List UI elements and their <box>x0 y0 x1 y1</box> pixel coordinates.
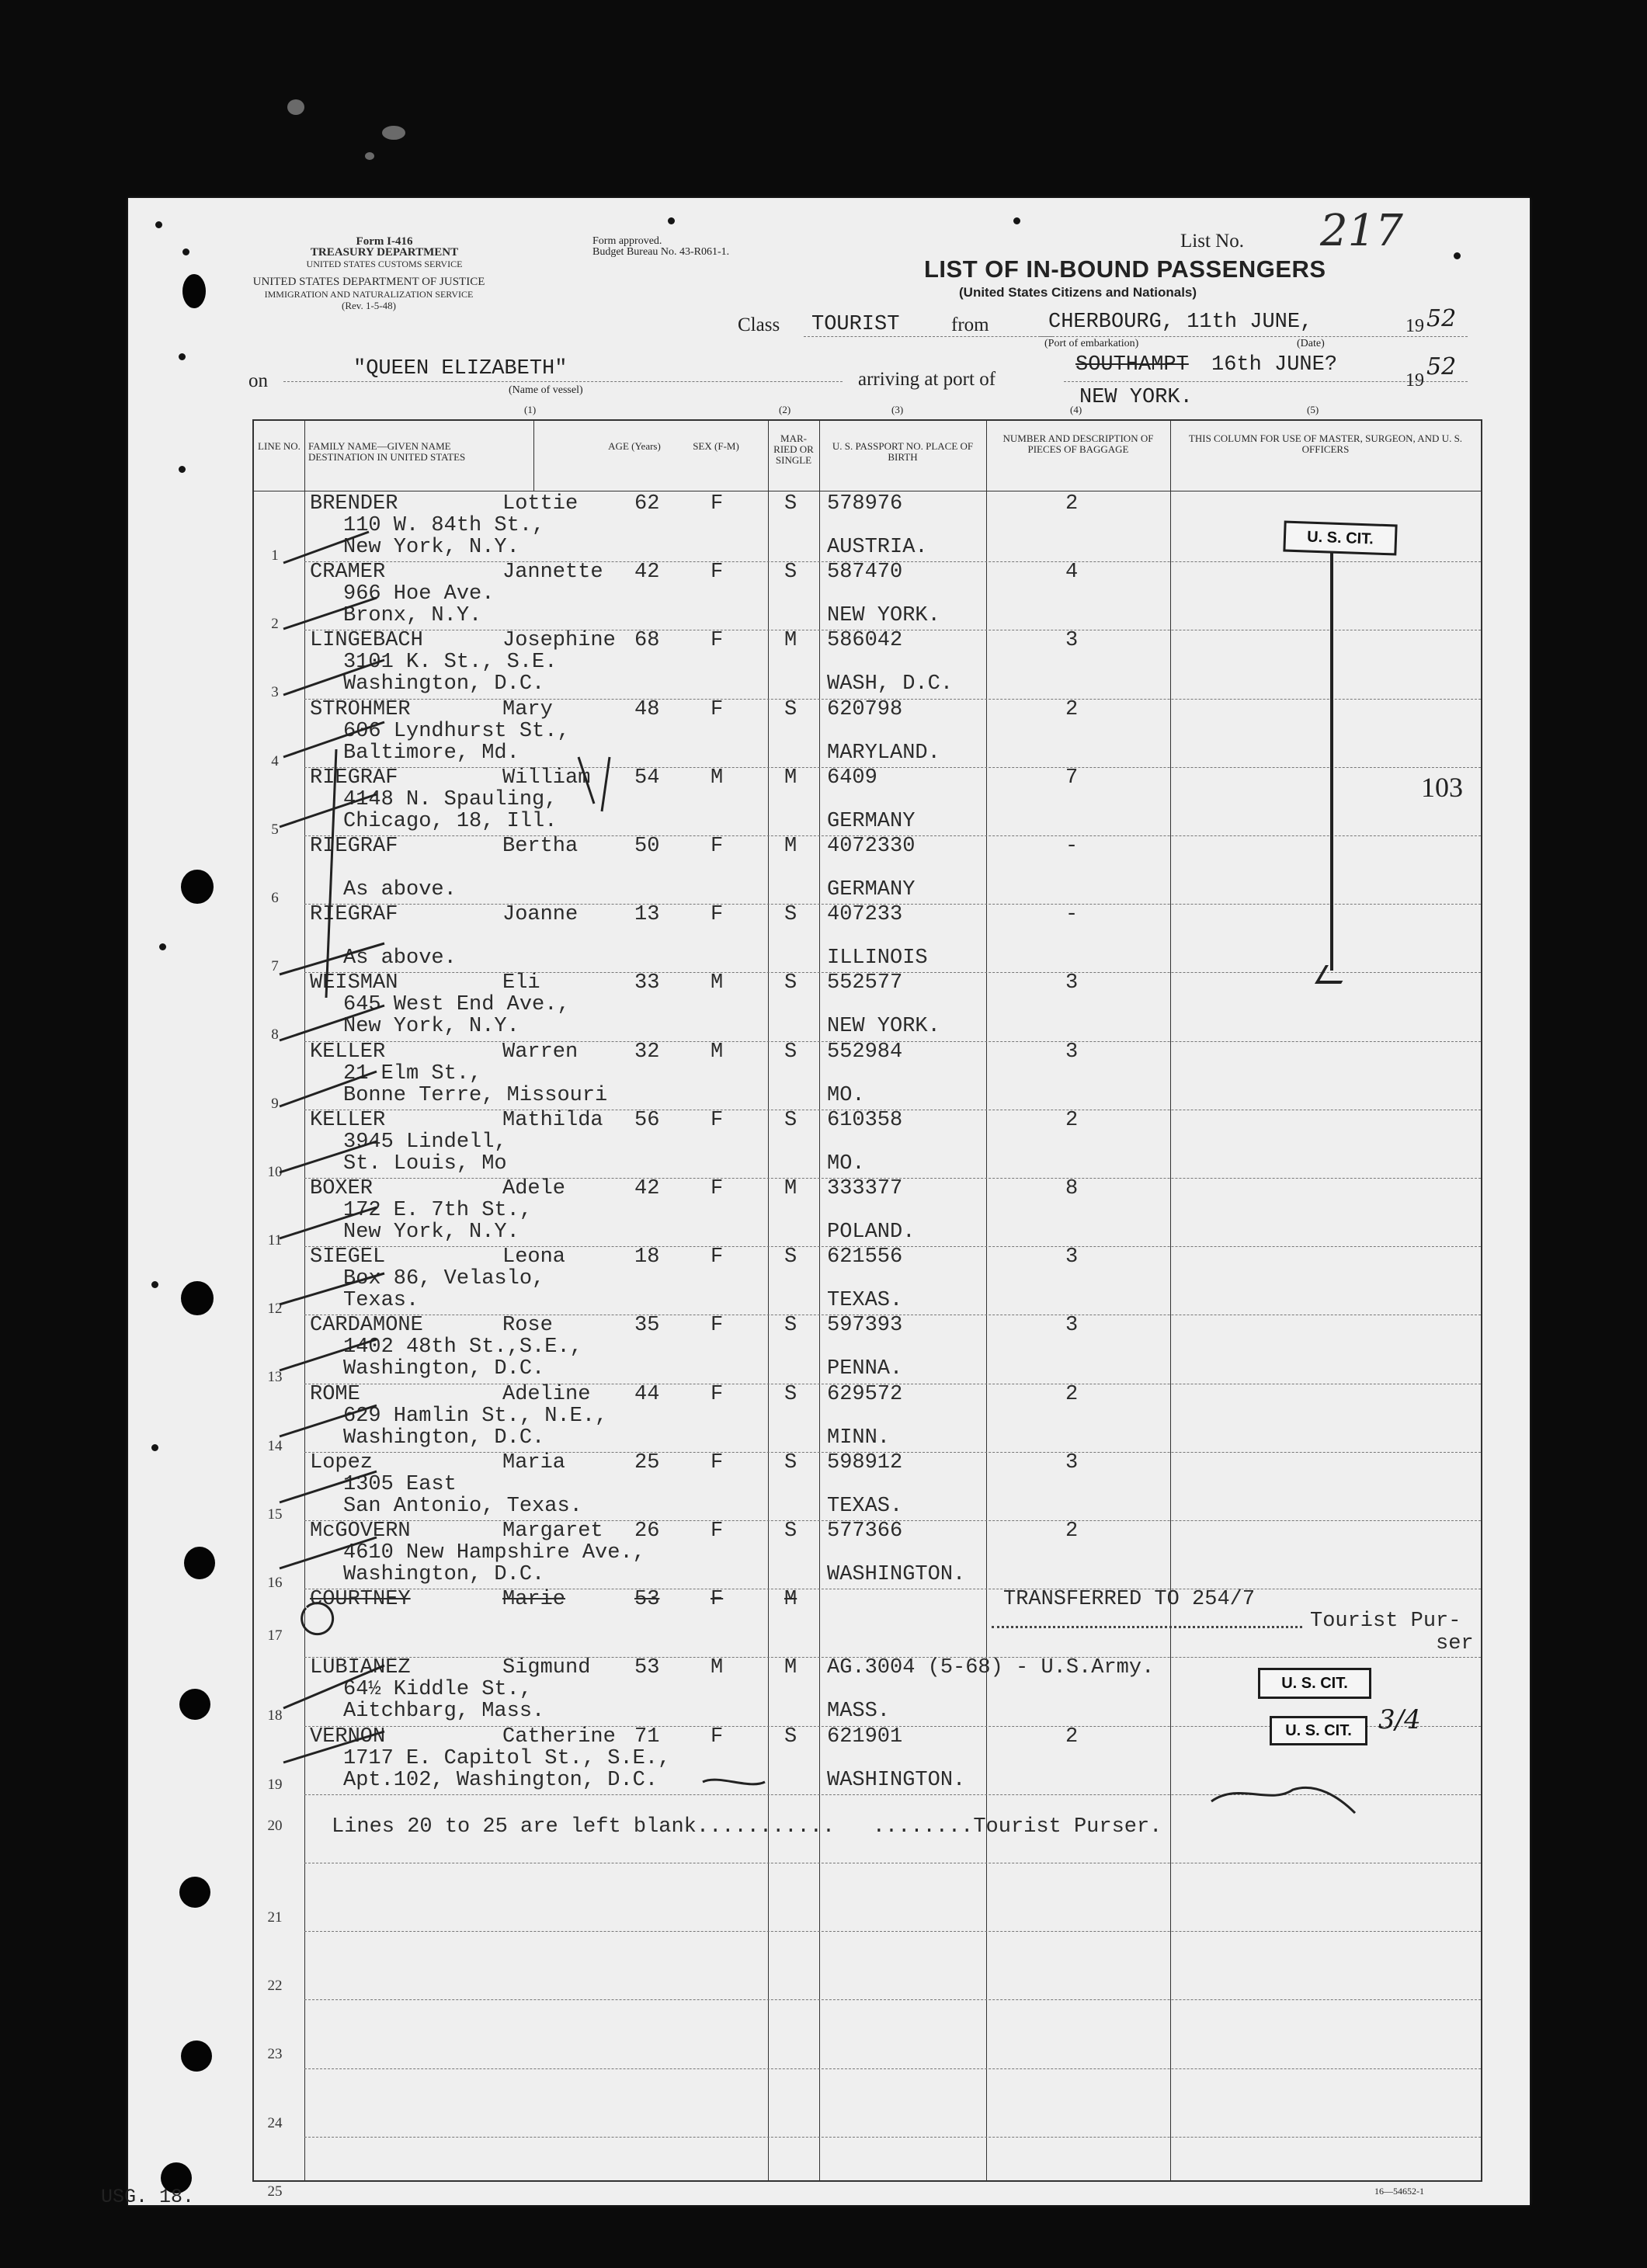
family-name: Lopez <box>310 1450 374 1474</box>
list-no-value: 217 <box>1320 206 1403 256</box>
place-of-birth: WASHINGTON. <box>827 1768 966 1792</box>
budget-bureau: Budget Bureau No. 43-R061-1. <box>592 246 730 258</box>
us-citizen-stamp-row19: U. S. CIT. <box>1270 1716 1367 1745</box>
place-of-birth: MO. <box>827 1083 865 1107</box>
given-name: Marie <box>502 1588 566 1612</box>
line-number: 24 <box>267 2114 283 2131</box>
marital-status: S <box>784 1382 797 1406</box>
address-line-1: 1305 East <box>343 1472 457 1496</box>
line-number: 19 <box>267 1776 283 1793</box>
sex: M <box>711 766 724 790</box>
year-prefix: 19 <box>1406 316 1424 336</box>
family-name: RIEGRAF <box>310 835 398 858</box>
handwritten-checkmarks <box>128 198 1530 2205</box>
place-of-birth: AUSTRIA. <box>827 536 928 559</box>
sex: F <box>711 561 724 585</box>
blank-lines-note: Lines 20 to 25 are left blank........... ........Tourist Purser. <box>332 1815 1162 1839</box>
place-of-birth: ILLINOIS <box>827 946 928 971</box>
age: 18 <box>634 1245 660 1269</box>
tourist-purser-sig: Tourist Pur- ser <box>1310 1610 1474 1656</box>
address-line-1: 64½ Kiddle St., <box>343 1678 533 1702</box>
transfer-note: TRANSFERRED TO 254/7 <box>1003 1588 1256 1612</box>
address-line-2: New York, N.Y. <box>343 1221 519 1244</box>
class-label: Class <box>738 314 780 335</box>
address-line-2: St. Louis, Mo <box>343 1151 507 1176</box>
address-line-1: 110 W. 84th St., <box>343 514 545 537</box>
passport-number: 621901 <box>827 1724 903 1749</box>
passport-number: 597393 <box>827 1314 903 1338</box>
marital-status: S <box>784 1040 797 1064</box>
address-line-2: Chicago, 18, Ill. <box>343 809 558 833</box>
baggage-count: 4 <box>1065 561 1079 585</box>
marital-status: S <box>784 903 797 927</box>
address-line-1: 172 E. 7th St., <box>343 1199 533 1222</box>
line-number: 10 <box>267 1163 283 1180</box>
passport-number: 578976 <box>827 492 903 516</box>
line-number: 20 <box>267 1817 283 1834</box>
col-num-2: (2) <box>779 404 791 415</box>
sex: F <box>711 835 724 858</box>
address-line-2: Washington, D.C. <box>343 1563 545 1586</box>
baggage-count: - <box>1065 835 1079 858</box>
age: 68 <box>634 629 660 653</box>
line-number: 2 <box>271 616 279 633</box>
age: 42 <box>634 1177 660 1200</box>
marital-status: M <box>784 835 797 858</box>
line-number: 15 <box>267 1506 283 1523</box>
address-line-1: 629 Hamlin St., N.E., <box>343 1404 608 1428</box>
marital-status: M <box>784 629 797 653</box>
line-number: 22 <box>267 1978 283 1995</box>
address-line-1: 1717 E. Capitol St., S.E., <box>343 1746 671 1770</box>
place-of-birth: WASHINGTON. <box>827 1563 966 1586</box>
age: 35 <box>634 1314 660 1338</box>
age: 53 <box>634 1588 660 1612</box>
sex: M <box>711 1040 724 1064</box>
address-line-1: 1402 48th St.,S.E., <box>343 1335 582 1360</box>
age: 62 <box>634 492 660 516</box>
age: 48 <box>634 697 660 721</box>
family-name: VERNON <box>310 1724 386 1749</box>
passport-number: 620798 <box>827 697 903 721</box>
given-name: Rose <box>502 1314 553 1338</box>
line-number: 8 <box>271 1026 279 1044</box>
passport-number: 587470 <box>827 561 903 585</box>
line-number: 14 <box>267 1437 283 1454</box>
class-value: TOURIST <box>811 313 900 336</box>
sex: F <box>711 903 724 927</box>
family-name: KELLER <box>310 1040 386 1064</box>
family-name: CARDAMONE <box>310 1314 423 1338</box>
col-num-5: (5) <box>1307 404 1319 415</box>
passport-number: 577366 <box>827 1520 903 1543</box>
baggage-count: 2 <box>1065 492 1079 516</box>
baggage-count: 2 <box>1065 1520 1079 1543</box>
place-of-birth: NEW YORK. <box>827 1015 940 1039</box>
line-number: 3 <box>271 684 279 701</box>
sex: F <box>711 1520 724 1543</box>
col-header-married: MAR- RIED OR SINGLE <box>773 432 814 466</box>
line-number: 23 <box>267 2046 283 2063</box>
arriving-label: arriving at port of <box>858 369 996 390</box>
manifest-title: LIST OF IN-BOUND PASSENGERS <box>924 255 1326 283</box>
passport-number: 598912 <box>827 1450 903 1474</box>
justice-dept: UNITED STATES DEPARTMENT OF JUSTICE <box>252 276 485 288</box>
col-header-line-no: LINE NO. <box>258 440 301 452</box>
year2-prefix: 19 <box>1406 370 1424 391</box>
passport-number: 4072330 <box>827 835 916 858</box>
place-of-birth: GERMANY <box>827 878 916 901</box>
age: 33 <box>634 971 660 995</box>
address-line-1: 4610 New Hampshire Ave., <box>343 1541 645 1565</box>
family-name: RIEGRAF <box>310 766 398 790</box>
marital-status: M <box>784 766 797 790</box>
age: 13 <box>634 903 660 927</box>
line-number: 25 <box>267 2183 283 2200</box>
given-name: Adele <box>502 1177 566 1200</box>
line-number: 6 <box>271 890 279 906</box>
family-name: BOXER <box>310 1177 374 1200</box>
sex: F <box>711 1108 724 1132</box>
baggage-count: 3 <box>1065 1040 1079 1064</box>
given-name: Leona <box>502 1245 566 1269</box>
given-name: Eli <box>502 971 540 995</box>
family-name: WEISMAN <box>310 971 398 995</box>
marital-status: S <box>784 1520 797 1543</box>
family-name: McGOVERN <box>310 1520 411 1543</box>
manifest-subtitle: (United States Citizens and Nationals) <box>959 285 1197 300</box>
from-label: from <box>951 314 989 335</box>
marital-status: S <box>784 1245 797 1269</box>
line-number: 21 <box>267 1909 283 1926</box>
age: 53 <box>634 1656 660 1680</box>
marital-status: S <box>784 1724 797 1749</box>
age: 50 <box>634 835 660 858</box>
passenger-manifest-page <box>101 198 1530 2208</box>
passport-number: 629572 <box>827 1382 903 1406</box>
sex: F <box>711 1450 724 1474</box>
address-line-2: Washington, D.C. <box>343 1357 545 1381</box>
place-of-birth: MASS. <box>827 1700 891 1724</box>
marital-status: M <box>784 1588 797 1612</box>
immigration-service: IMMIGRATION AND NATURALIZATION SERVICE <box>264 289 474 300</box>
sex: F <box>711 697 724 721</box>
address-line-2: As above. <box>343 946 457 971</box>
col-header-passport: U. S. PASSPORT NO. PLACE OF BIRTH <box>832 440 974 463</box>
given-name: Margaret <box>502 1520 603 1543</box>
given-name: Maria <box>502 1450 566 1474</box>
col-header-name: FAMILY NAME—GIVEN NAME DESTINATION IN UNITED STATES <box>308 440 466 463</box>
address-line-2: Washington, D.C. <box>343 1426 545 1450</box>
date-caption: (Date) <box>1297 338 1325 349</box>
passport-number: 552577 <box>827 971 903 995</box>
form-number: Form I-416 <box>356 235 413 248</box>
place-of-birth: GERMANY <box>827 809 916 833</box>
line-number: 17 <box>267 1627 283 1645</box>
family-name: ROME <box>310 1382 360 1406</box>
col-num-4: (4) <box>1070 404 1082 415</box>
given-name: Bertha <box>502 835 579 858</box>
age: 32 <box>634 1040 660 1064</box>
revision-date: (Rev. 1-5-48) <box>342 300 396 311</box>
sex: F <box>711 1588 724 1612</box>
on-label: on <box>248 370 268 391</box>
baggage-count: 3 <box>1065 971 1079 995</box>
address-line-2: Bonne Terre, Missouri <box>343 1083 608 1107</box>
passport-number: 586042 <box>827 629 903 653</box>
col-header-age: AGE (Years) <box>608 440 661 452</box>
col-header-baggage: NUMBER AND DESCRIPTION OF PIECES OF BAGGAGE <box>1002 432 1154 455</box>
place-of-birth: PENNA. <box>827 1357 903 1381</box>
address-line-1: 966 Hoe Ave. <box>343 582 495 606</box>
marital-status: S <box>784 492 797 516</box>
place-of-birth: TEXAS. <box>827 1494 903 1518</box>
col-num-1: (1) <box>524 404 537 415</box>
given-name: Catherine <box>502 1724 616 1749</box>
baggage-count: 2 <box>1065 1108 1079 1132</box>
us-citizen-stamp-row18: U. S. CIT. <box>1258 1668 1371 1699</box>
treasury-dept: TREASURY DEPARTMENT <box>310 246 459 259</box>
given-name: Lottie <box>502 492 579 516</box>
place-of-birth: POLAND. <box>827 1221 916 1244</box>
place-of-birth: TEXAS. <box>827 1289 903 1313</box>
place-of-birth: MO. <box>827 1151 865 1176</box>
footer-left: USG. 18. <box>101 2186 195 2208</box>
sex: M <box>711 1656 724 1680</box>
year-suffix: 52 <box>1426 305 1457 332</box>
list-no-label: List No. <box>1180 231 1244 252</box>
address-line-2: New York, N.Y. <box>343 1015 519 1039</box>
family-name: COURTNEY <box>310 1588 411 1612</box>
line-number: 9 <box>271 1095 279 1112</box>
given-name: William <box>502 766 591 790</box>
address-line-2: As above. <box>343 878 457 901</box>
footer-right: 16—54652-1 <box>1374 2186 1424 2197</box>
line-number: 1 <box>271 547 279 564</box>
passport-number: 407233 <box>827 903 903 927</box>
col-header-officers: THIS COLUMN FOR USE OF MASTER, SURGEON, AND U. S. OFFICERS <box>1188 432 1463 455</box>
address-line-2: New York, N.Y. <box>343 536 519 559</box>
given-name: Mary <box>502 697 553 721</box>
given-name: Jannette <box>502 561 603 585</box>
family-name: LINGEBACH <box>310 629 423 653</box>
vessel-caption: (Name of vessel) <box>509 384 583 396</box>
given-name: Josephine <box>502 629 616 653</box>
customs-service: UNITED STATES CUSTOMS SERVICE <box>306 259 463 269</box>
handwritten-top-right-note: 3/4 <box>1378 1704 1421 1735</box>
arrival-date: 16th JUNE? <box>1211 353 1338 377</box>
port-caption: (Port of embarkation) <box>1044 338 1139 349</box>
sex: M <box>711 971 724 995</box>
us-citizen-stamp: U. S. CIT. <box>1283 520 1397 555</box>
family-name: CRAMER <box>310 561 386 585</box>
passport-number: 6409 <box>827 766 877 790</box>
baggage-count: 7 <box>1065 766 1079 790</box>
address-line-2: Baltimore, Md. <box>343 741 519 765</box>
line-number: 18 <box>267 1707 283 1724</box>
port-of-embarkation: CHERBOURG, 11th JUNE, <box>1048 311 1313 334</box>
marital-status: S <box>784 1108 797 1132</box>
marital-status: S <box>784 561 797 585</box>
sex: F <box>711 629 724 653</box>
sex: F <box>711 492 724 516</box>
baggage-count: 2 <box>1065 697 1079 721</box>
place-of-birth: MARYLAND. <box>827 741 940 765</box>
baggage-count: 3 <box>1065 1450 1079 1474</box>
address-line-1: 3945 Lindell, <box>343 1130 507 1154</box>
age: 56 <box>634 1108 660 1132</box>
tally-number: 103 <box>1421 772 1463 803</box>
address-line-2: Apt.102, Washington, D.C. <box>343 1768 658 1792</box>
sex: F <box>711 1177 724 1200</box>
marital-status: M <box>784 1656 797 1680</box>
family-name: RIEGRAF <box>310 903 398 927</box>
address-line-1: 645 West End Ave., <box>343 993 570 1017</box>
baggage-count: 2 <box>1065 1724 1079 1749</box>
address-line-1: 4148 N. Spauling, <box>343 787 558 811</box>
sex: F <box>711 1314 724 1338</box>
line-number: 13 <box>267 1369 283 1386</box>
line-number: 4 <box>271 752 279 769</box>
line-number: 16 <box>267 1575 283 1591</box>
baggage-count: 3 <box>1065 1314 1079 1338</box>
address-line-1: Box 86, Velaslo, <box>343 1267 545 1291</box>
age: 71 <box>634 1724 660 1749</box>
address-line-2: Aitchbarg, Mass. <box>343 1700 545 1724</box>
given-name: Mathilda <box>502 1108 603 1132</box>
marital-status: M <box>784 1177 797 1200</box>
address-line-2: San Antonio, Texas. <box>343 1494 582 1518</box>
address-line-1: 606 Lyndhurst St., <box>343 719 570 743</box>
sex: F <box>711 1724 724 1749</box>
address-line-1: 21 Elm St., <box>343 1061 482 1085</box>
marital-status: S <box>784 971 797 995</box>
age: 42 <box>634 561 660 585</box>
family-name: BRENDER <box>310 492 398 516</box>
col-num-3: (3) <box>891 404 904 415</box>
arrival-port: NEW YORK. <box>1079 386 1193 409</box>
line-number: 7 <box>271 958 279 975</box>
given-name: Adeline <box>502 1382 591 1406</box>
family-name: LUBIANEZ <box>310 1656 411 1680</box>
arrival-struck-port: SOUTHAMPT <box>1075 353 1189 377</box>
baggage-count: 2 <box>1065 1382 1079 1406</box>
baggage-count: 3 <box>1065 1245 1079 1269</box>
marital-status: S <box>784 1314 797 1338</box>
baggage-count: 3 <box>1065 629 1079 653</box>
age: 44 <box>634 1382 660 1406</box>
given-name: Sigmund <box>502 1656 591 1680</box>
age: 25 <box>634 1450 660 1474</box>
passport-number: 552984 <box>827 1040 903 1064</box>
baggage-count: - <box>1065 903 1079 927</box>
family-name: KELLER <box>310 1108 386 1132</box>
passport-number: 610358 <box>827 1108 903 1132</box>
line-number: 5 <box>271 821 279 838</box>
vessel-name: "QUEEN ELIZABETH" <box>353 357 568 380</box>
given-name: Joanne <box>502 903 579 927</box>
sex: F <box>711 1245 724 1269</box>
passport-number: 333377 <box>827 1177 903 1200</box>
place-of-birth: NEW YORK. <box>827 604 940 628</box>
line-number: 11 <box>267 1232 283 1249</box>
line-number: 12 <box>267 1301 283 1318</box>
place-of-birth: WASH, D.C. <box>827 672 954 696</box>
address-line-2: Bronx, N.Y. <box>343 604 482 628</box>
address-line-2: Texas. <box>343 1289 419 1313</box>
marital-status: S <box>784 697 797 721</box>
sex: F <box>711 1382 724 1406</box>
age: 54 <box>634 766 660 790</box>
baggage-count: 8 <box>1065 1177 1079 1200</box>
col-header-sex: SEX (F-M) <box>693 440 739 452</box>
address-line-2: Washington, D.C. <box>343 672 545 696</box>
place-of-birth: MINN. <box>827 1426 891 1450</box>
form-approved: Form approved. <box>592 235 662 247</box>
marital-status: S <box>784 1450 797 1474</box>
address-line-1: 3101 K. St., S.E. <box>343 651 558 675</box>
year2-suffix: 52 <box>1426 353 1457 380</box>
family-name: STROHMER <box>310 697 411 721</box>
passport-number: 621556 <box>827 1245 903 1269</box>
given-name: Warren <box>502 1040 579 1064</box>
passport-number: AG.3004 (5-68) - U.S.Army. <box>827 1656 1155 1680</box>
family-name: SIEGEL <box>310 1245 386 1269</box>
age: 26 <box>634 1520 660 1543</box>
